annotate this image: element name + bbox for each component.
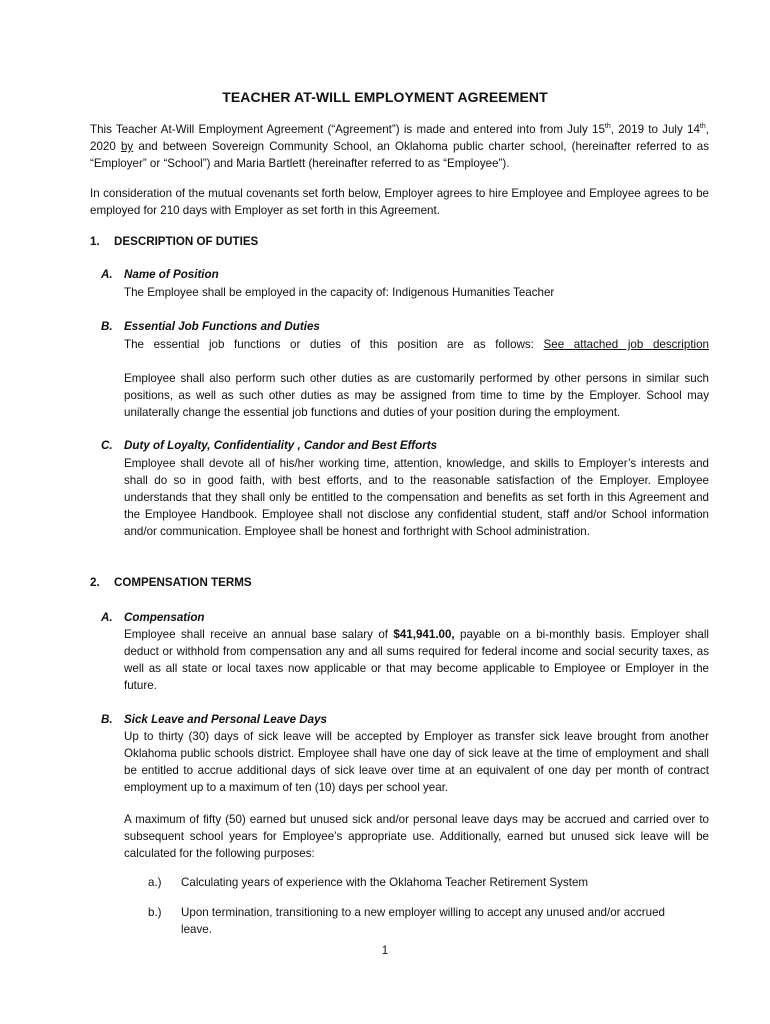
subsection-1a-title: Name of Position — [124, 268, 219, 281]
subsection-2a-heading — [101, 609, 205, 626]
intro-by-underlined: by — [120, 140, 134, 153]
salary-amount: $41,941.00, — [393, 628, 455, 641]
list-item-text: Calculating years of experience with the Oklahoma Teacher Retirement System — [181, 876, 589, 889]
leave-carryover-text: A maximum of fifty (50) earned but unused sick and/or personal leave days may be accrued and carried over to subsequent school years for Employee’s appropriate use. Additionally, earned but unused sick leave will be calculated for the following purposes: — [124, 813, 709, 860]
subsection-2a-title: Compensation — [124, 611, 205, 624]
other-duties-text: Employee shall also perform such other duties as are customarily performed by other persons in similar such positions, as well as such other duties as may be assigned from time to time by the Employer. School may unilaterally change the essential job functions and duties of your position during the employment. — [124, 372, 709, 419]
intro-text-2: , 2019 to July 14 — [610, 123, 700, 136]
subsection-1c-title: Duty of Loyalty, Confidentiality , Candor and Best Efforts — [124, 439, 438, 452]
subsection-1b-letter: B. — [101, 320, 113, 333]
loyalty-text: Employee shall devote all of his/her working time, attention, knowledge, and skills to Employer’s interests and shall do so in good faith, with best efforts, and to the reasonable satisfaction of the Employer. Employee understands that they shall only be entitled to the compensation and benefits as set forth in this Agreement and the Employee Handbook. Employee shall not disclose any confidential student, staff and/or School information and/or communication. Employee shall be honest and forthright with School administration. — [124, 457, 709, 538]
subsection-1c-heading — [101, 437, 437, 454]
intro-text-3: , 2020 — [90, 123, 709, 153]
section-2-number: 2. — [90, 576, 100, 589]
subsection-2b-title: Sick Leave and Personal Leave Days — [124, 713, 328, 726]
subsection-2b-letter: B. — [101, 713, 113, 726]
compensation-rest: payable on a bi-monthly basis. Employer shall deduct or withhold from compensation any and all sums required for federal income and social security taxes, as well as all state or local taxes now applicable or that may become applicable to Employee or Employer in the future. — [124, 628, 709, 692]
intro-text-1: This Teacher At-Will Employment Agreement (“Agreement”) is made and entered into from July 15 — [90, 123, 605, 136]
list-marker: a.) — [148, 876, 162, 889]
section-2-title: COMPENSATION TERMS — [114, 576, 252, 589]
section-1-heading — [90, 233, 258, 250]
section-1-title: DESCRIPTION OF DUTIES — [114, 235, 259, 248]
page-number: 1 — [381, 944, 389, 957]
intro-paragraph — [90, 121, 709, 172]
subsection-1a-heading — [101, 266, 219, 283]
sick-leave-text: Up to thirty (30) days of sick leave will be accepted by Employer as transfer sick leave brought from another Oklahoma public schools district. Employee shall have one day of sick leave at the time of employment and shall be entitled to accrue additional days of sick leave over time at an equivalent of one day per month of contract employment up to a maximum of ten (10) days per school year. — [124, 730, 709, 794]
compensation-text — [124, 626, 709, 694]
job-functions-text — [124, 336, 709, 353]
section-1-number: 1. — [90, 235, 100, 248]
list-item-text: Upon termination, transitioning to a new employer willing to accept any unused and/or accrued leave. — [181, 906, 665, 936]
subsection-1b-heading — [101, 318, 320, 335]
subsection-1b-title: Essential Job Functions and Duties — [124, 320, 320, 333]
intro-sup-1: th — [604, 123, 611, 131]
section-2-heading — [90, 574, 252, 591]
job-functions-lead: The essential job functions or duties of this position are as follows: — [124, 338, 544, 351]
compensation-lead: Employee shall receive an annual base salary of — [124, 628, 394, 641]
job-description-reference: See attached job description — [543, 338, 710, 351]
consideration-paragraph: In consideration of the mutual covenants set forth below, Employer agrees to hire Employee and Employee agrees to be employed for 210 days with Employer as set forth in this Agreement. — [90, 187, 709, 217]
position-name-text: The Employee shall be employed in the capacity of: Indigenous Humanities Teacher — [124, 286, 555, 299]
list-marker: b.) — [148, 906, 162, 919]
intro-text-4: and between Sovereign Community School, an Oklahoma public charter school, (hereinafter referred to as “Employer” or “School”) and Maria Bartlett (hereinafter referred to as “Employee”). — [90, 140, 709, 170]
subsection-2b-heading — [101, 711, 327, 728]
document-title: TEACHER AT-WILL EMPLOYMENT AGREEMENT — [222, 89, 548, 105]
intro-sup-2: th — [699, 123, 706, 131]
subsection-2a-letter: A. — [101, 611, 113, 624]
subsection-1a-letter: A. — [101, 268, 113, 281]
subsection-1c-letter: C. — [101, 439, 113, 452]
